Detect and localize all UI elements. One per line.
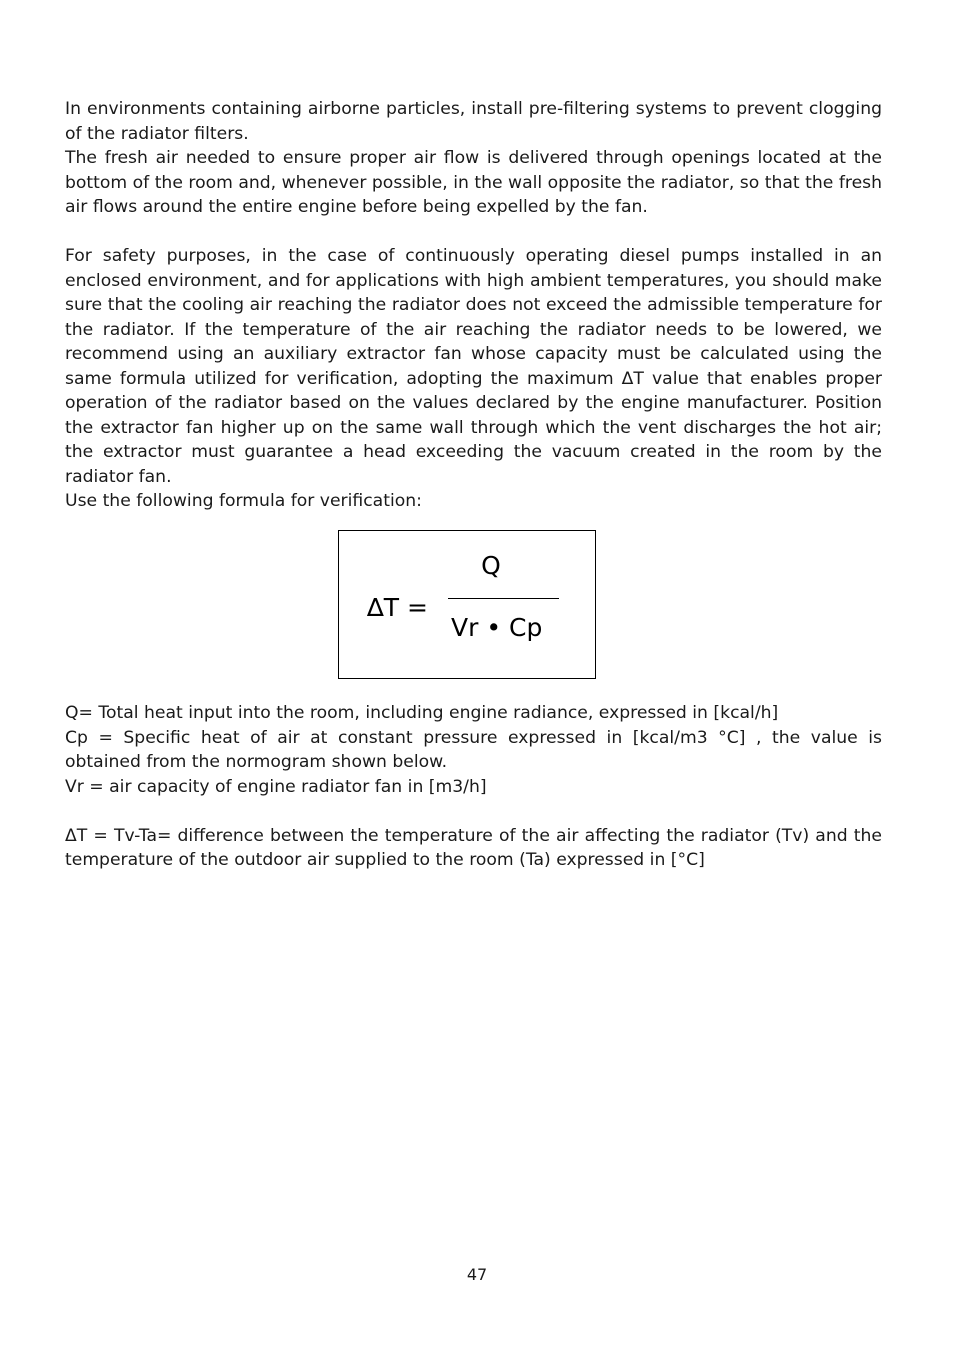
definition-delta-t: ΔT = Tv-Ta= difference between the temperature of the air affecting the radiator (Tv) and the temperature of the outdoor air supplied to the room (Ta) expressed in [°C] — [65, 825, 882, 870]
paragraph-safety: For safety purposes, in the case of continuously operating diesel pumps installed in an enclosed environment, and for applications with high ambient temperatures, you should make sure that the cooling air reaching the radiator does not exceed the admissible temperature for the radiator. If the temperature of the air reaching the radiator needs to be lowered, we recommend using an auxiliary extractor fan whose capacity must be calculated using the same formula utilized for verification, adopting the maximum ΔT value that enables proper operation of the radiator based on the values declared by the engine manufacturer. Position the extractor fan higher up on the same wall through which the vent discharges the hot air; the extractor must guarantee a head exceeding the vacuum created in the room by the radiator fan. — [65, 246, 882, 487]
body-text — [65, 97, 882, 514]
definition-vr: Vr = air capacity of engine radiator fan in [m3/h] — [65, 776, 487, 797]
definitions — [65, 701, 882, 873]
formula-lhs: ∆T = — [367, 593, 428, 622]
formula-box — [338, 530, 596, 679]
formula-fraction-bar — [448, 598, 559, 599]
definition-q: Q= Total heat input into the room, including engine radiance, expressed in [kcal/h] — [65, 703, 779, 723]
formula-denominator: Vr • Cp — [451, 613, 543, 642]
paragraph-formula-intro: Use the following formula for verification: — [65, 491, 422, 511]
paragraph-prefiltering: In environments containing airborne particles, install pre-filtering systems to prevent clogging of the radiator filters. — [65, 99, 882, 144]
definition-cp: Cp = Specific heat of air at constant pressure expressed in [kcal/m3 °C] , the value is obtained from the normogram shown below. — [65, 727, 882, 772]
paragraph-gap — [65, 799, 882, 824]
paragraph-fresh-air: The fresh air needed to ensure proper air flow is delivered through openings located at the bottom of the room and, whenever possible, in the wall opposite the radiator, so that the fresh air flows around the entire engine before being expelled by the fan. — [65, 148, 882, 217]
formula-numerator: Q — [481, 551, 501, 580]
paragraph-gap — [65, 220, 882, 245]
page-number: 47 — [466, 1265, 488, 1284]
